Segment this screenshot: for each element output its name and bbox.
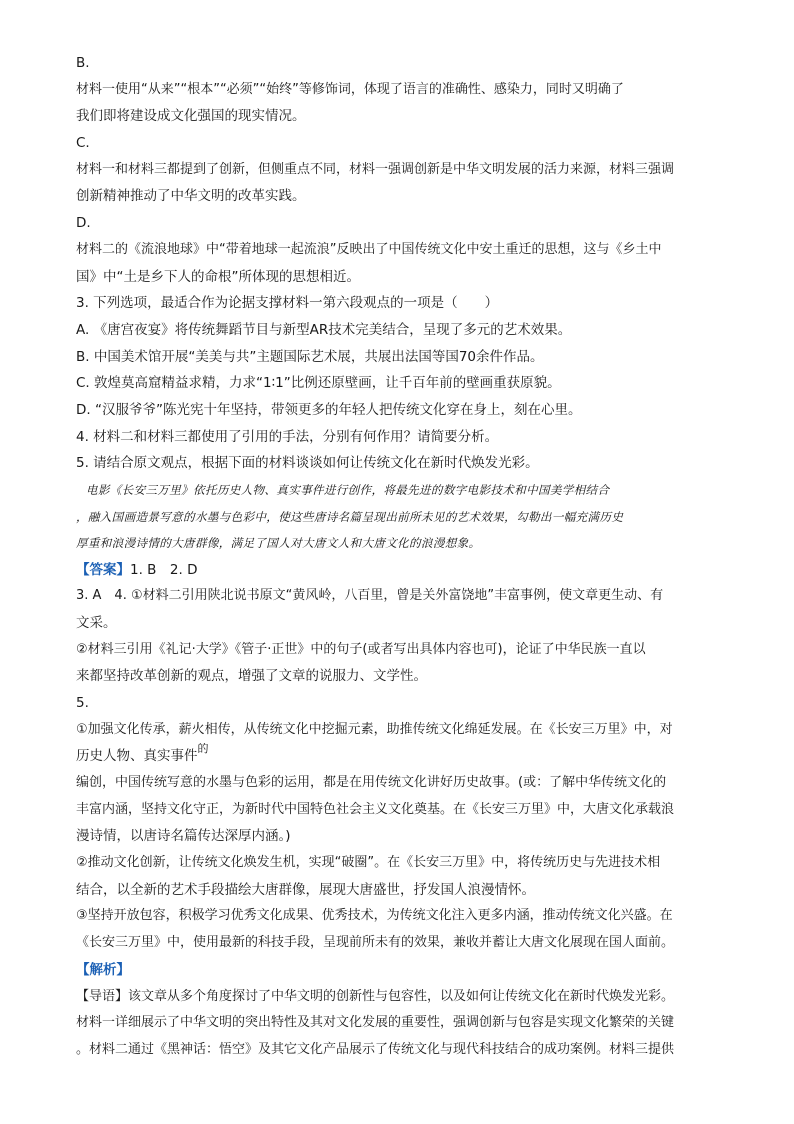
answer-sup-char: 的: [197, 743, 209, 756]
analysis-line: 材料一详细展示了中华文明的突出特性及其对文化发展的重要性，强调创新与包容是实现文化繁荣的关键: [76, 1015, 675, 1031]
answer-line: 5.: [76, 694, 89, 711]
answer-sup-line: 历史人物、真实事件: [76, 748, 198, 765]
answer-line: 漫诗情，以唐诗名篇传达深厚内涵。): [76, 828, 291, 845]
answer-line: ②材料三引用《礼记·大学》《管子·正世》中的句子(或者写出具体内容也可)，论证了中华民族一直以: [76, 641, 646, 657]
option-b-text: 我们即将建设成文化强国的现实情况。: [76, 108, 306, 125]
quote-line: ，融入国画造景写意的水墨与色彩中，使这些唐诗名篇呈现出前所未见的艺术效果，勾勒出一幅充满历史: [76, 509, 624, 524]
analysis-header: [76, 957, 726, 984]
answer-line: ①加强文化传承，薪火相传，从传统文化中挖掘元素，助推传统文化绵延发展。在《长安三万里》中，对: [76, 721, 673, 737]
option-b-text: 材料一使用“从来”“根本”“必须”“始终”等修饰词，体现了语言的准确性、感染力，同时又明确了: [76, 81, 624, 97]
question-4: 4. 材料二和材料三都使用了引用的手法，分别有何作用？请简要分析。: [76, 428, 499, 445]
option-d-label: D.: [76, 215, 91, 232]
option-c-text: 材料一和材料三都提到了创新，但侧重点不同，材料一强调创新是中华文明发展的活力来源，材料三强调: [76, 161, 675, 177]
answer-line: 丰富内涵，坚持文化守正，为新时代中国特色社会主义文化奠基。在《长安三万里》中，大唐文化承载浪: [76, 801, 675, 817]
question-3-option-b: B. 中国美术馆开展“美美与共”主题国际艺术展，共展出法国等国70余件作品。: [76, 348, 544, 365]
answer-section: [76, 557, 726, 957]
option-b-label: B.: [76, 55, 90, 71]
quote-line: 厚重和浪漫诗情的大唐群像，满足了国人对大唐文人和大唐文化的浪漫想象。: [76, 536, 481, 550]
question-3-option-a: A. 《唐宫夜宴》将传统舞蹈节目与新型AR技术完美结合，呈现了多元的艺术效果。: [76, 321, 572, 338]
answer-line: [76, 743, 726, 770]
answer-line: 来都坚持改革创新的观点，增强了文章的说服力、文学性。: [76, 668, 427, 685]
analysis-line: 【导语】该文章从多个角度探讨了中华文明的创新性与包容性，以及如何让传统文化在新时代焕发光彩。: [76, 988, 675, 1004]
answer-line: ②推动文化创新，让传统文化焕发生机，实现“破圈”。在《长安三万里》中，将传统历史与先进技术相: [76, 855, 661, 871]
answer-line: 3. A 4. ①材料二引用陕北说书原文“黄风岭，八百里，曾是关外富饶地”丰富事例，使文章更生动、有: [76, 588, 664, 604]
quote-line: 电影《长安三万里》依托历史人物、真实事件进行创作，将最先进的数字电影技术和中国美学相结合: [86, 483, 610, 497]
question-block: [76, 50, 726, 477]
question-5: 5. 请结合原文观点，根据下面的材料谈谈如何让传统文化在新时代焕发光彩。: [76, 455, 539, 472]
question-3-option-c: C. 敦煌莫高窟精益求精，力求“1∶1”比例还原壁画，让千百年前的壁画重获原貌。: [76, 375, 561, 392]
answer-line: 《长安三万里》中，使用最新的科技手段，呈现前所未有的效果，兼收并蓄让大唐文化展现在国人面前。: [76, 935, 675, 951]
question-3: 3. 下列选项，最适合作为论据支撑材料一第六段观点的一项是（ ）: [76, 295, 499, 312]
option-c-text: 创新精神推动了中华文明的改革实践。: [76, 188, 306, 205]
option-d-text: 国》中“土是乡下人的命根”所体现的思想相近。: [76, 268, 360, 285]
quoted-material: [76, 477, 726, 557]
option-c-label: C.: [76, 135, 90, 152]
analysis-section: [76, 957, 726, 1064]
analysis-line: 。材料二通过《黑神话：悟空》及其它文化产品展示了传统文化与现代科技结合的成功案例。材料三提供: [76, 1041, 675, 1057]
answer-first: 1. B 2. D: [130, 561, 198, 578]
answer-line: 编创，中国传统写意的水墨与色彩的运用，都是在用传统文化讲好历史故事。(或：了解中华传统文化的: [76, 775, 667, 790]
answer-header: [76, 557, 726, 584]
option-d-text: 材料二的《流浪地球》中“带着地球一起流浪”反映出了中国传统文化中安土重迁的思想，这与《乡土中: [76, 241, 662, 257]
answer-tag: 【答案】: [76, 561, 130, 578]
answer-line: 文采。: [76, 614, 117, 631]
document-content: [76, 50, 726, 1064]
analysis-tag: 【解析】: [76, 961, 130, 978]
answer-line: 结合，以全新的艺术手段描绘大唐群像，展现大唐盛世，抒发国人浪漫情怀。: [76, 881, 535, 898]
answer-line: ③坚持开放包容，积极学习优秀文化成果、优秀技术，为传统文化注入更多内涵，推动传统文化兴盛。在: [76, 908, 673, 924]
question-3-option-d: D. “汉服爷爷”陈光宪十年坚持，带领更多的年轻人把传统文化穿在身上，刻在心里。: [76, 401, 582, 418]
